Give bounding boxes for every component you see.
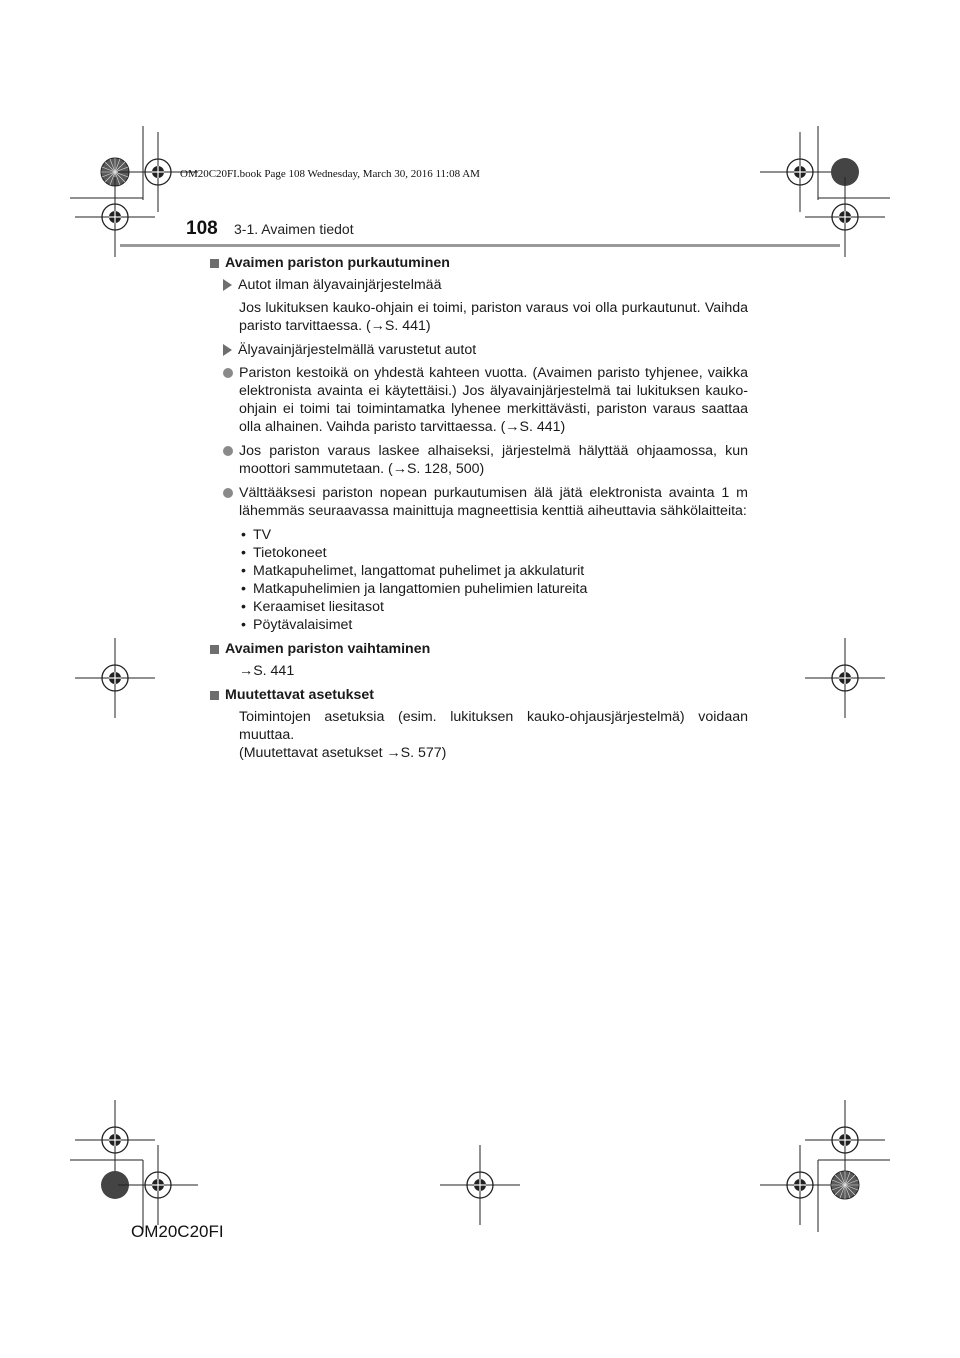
subheading-without-smart-key: Autot ilman älyavainjärjestelmää <box>223 276 748 294</box>
registration-mark-icon <box>760 132 840 212</box>
circle-bullet-icon <box>223 446 233 456</box>
paragraph-customizable: Toimintojen asetuksia (esim. lukituksen kauko-ohjausjärjestelmä) voidaan muuttaa. <box>239 709 748 743</box>
bullet-low-battery-warning: Jos pariston varaus laskee alhaiseksi, järjestelmä hälyttää ohjaamossa, kun moottori sammutetaan. (→S. 128, 500) <box>223 442 748 478</box>
list-item: • Pöytävalaisimet <box>241 617 353 633</box>
heading-battery-depletion: Avaimen pariston purkautuminen <box>210 254 748 272</box>
square-bullet-icon <box>210 691 219 700</box>
page-number: 108 <box>186 218 218 239</box>
page-content <box>210 254 748 762</box>
footer-code: OM20C20FI <box>131 1222 224 1241</box>
list-item: • Matkapuhelimien ja langattomien puhelimien latureita <box>241 581 588 597</box>
bullet-battery-life: Pariston kestoikä on yhdestä kahteen vuotta. (Avaimen paristo tyhjenee, vaikka elektronista avainta ei käytettäisi.) Jos älyavainjärjestelmä tai lukituksen kauko-ohjain ei toimi tai toimintamatka lyhenee merkittävästi, pariston varaus saattaa olla alhainen. Vaihda paristo tarvittaessa. (→S. 441) <box>223 364 748 436</box>
paragraph-without-smart-key: Jos lukituksen kauko-ohjain ei toimi, pariston varaus voi olla purkautunut. Vaihda paristo tarvittaessa. (→S. 441) <box>239 300 748 334</box>
square-bullet-icon <box>210 259 219 268</box>
registration-mark-icon <box>805 1100 885 1180</box>
list-item: • Tietokoneet <box>241 545 327 561</box>
triangle-bullet-icon <box>223 279 232 291</box>
list-item: • Matkapuhelimet, langattomat puhelimet ja akkulaturit <box>241 563 585 579</box>
registration-mark-icon <box>118 1145 198 1225</box>
list-item: • Keraamiset liesitasot <box>241 599 384 615</box>
registration-mark-icon <box>760 1145 840 1225</box>
circle-bullet-icon <box>223 488 233 498</box>
reference-customizable: (Muutettavat asetukset →S. 577) <box>239 745 447 761</box>
section-title: 3-1. Avaimen tiedot <box>234 221 354 237</box>
device-list <box>239 526 748 634</box>
book-info-line: OM20C20FI.book Page 108 Wednesday, March 30, 2016 11:08 AM <box>180 168 480 180</box>
registration-mark-icon <box>440 1145 520 1225</box>
heading-customizable-settings: Muutettavat asetukset <box>210 686 748 704</box>
bullet-avoid-magnetic-fields: Välttääksesi pariston nopean purkautumisen älä jätä elektronista avainta 1 m lähemmäs seuraavassa mainittuja magneettisia kenttiä aiheuttavia sähkölaitteita: • TV • Tietokoneet • Matkapuhelimet, langattomat puhelimet ja akkulaturit • Matkapuhelimien ja langattomien puhelimien latureita • Keraamiset liesitasot • Pöytävalaisimet <box>223 484 748 634</box>
list-item: • TV <box>241 527 272 543</box>
reference-battery-replacement: →S. 441 <box>239 663 295 679</box>
square-bullet-icon <box>210 645 219 654</box>
circle-bullet-icon <box>223 368 233 378</box>
registration-mark-icon <box>805 638 885 718</box>
subheading-with-smart-key: Älyavainjärjestelmällä varustetut autot <box>223 341 748 359</box>
triangle-bullet-icon <box>223 344 232 356</box>
registration-mark-icon <box>75 638 155 718</box>
heading-battery-replacement: Avaimen pariston vaihtaminen <box>210 640 748 658</box>
star-target-icon <box>831 1171 859 1199</box>
header-rule <box>120 244 840 247</box>
